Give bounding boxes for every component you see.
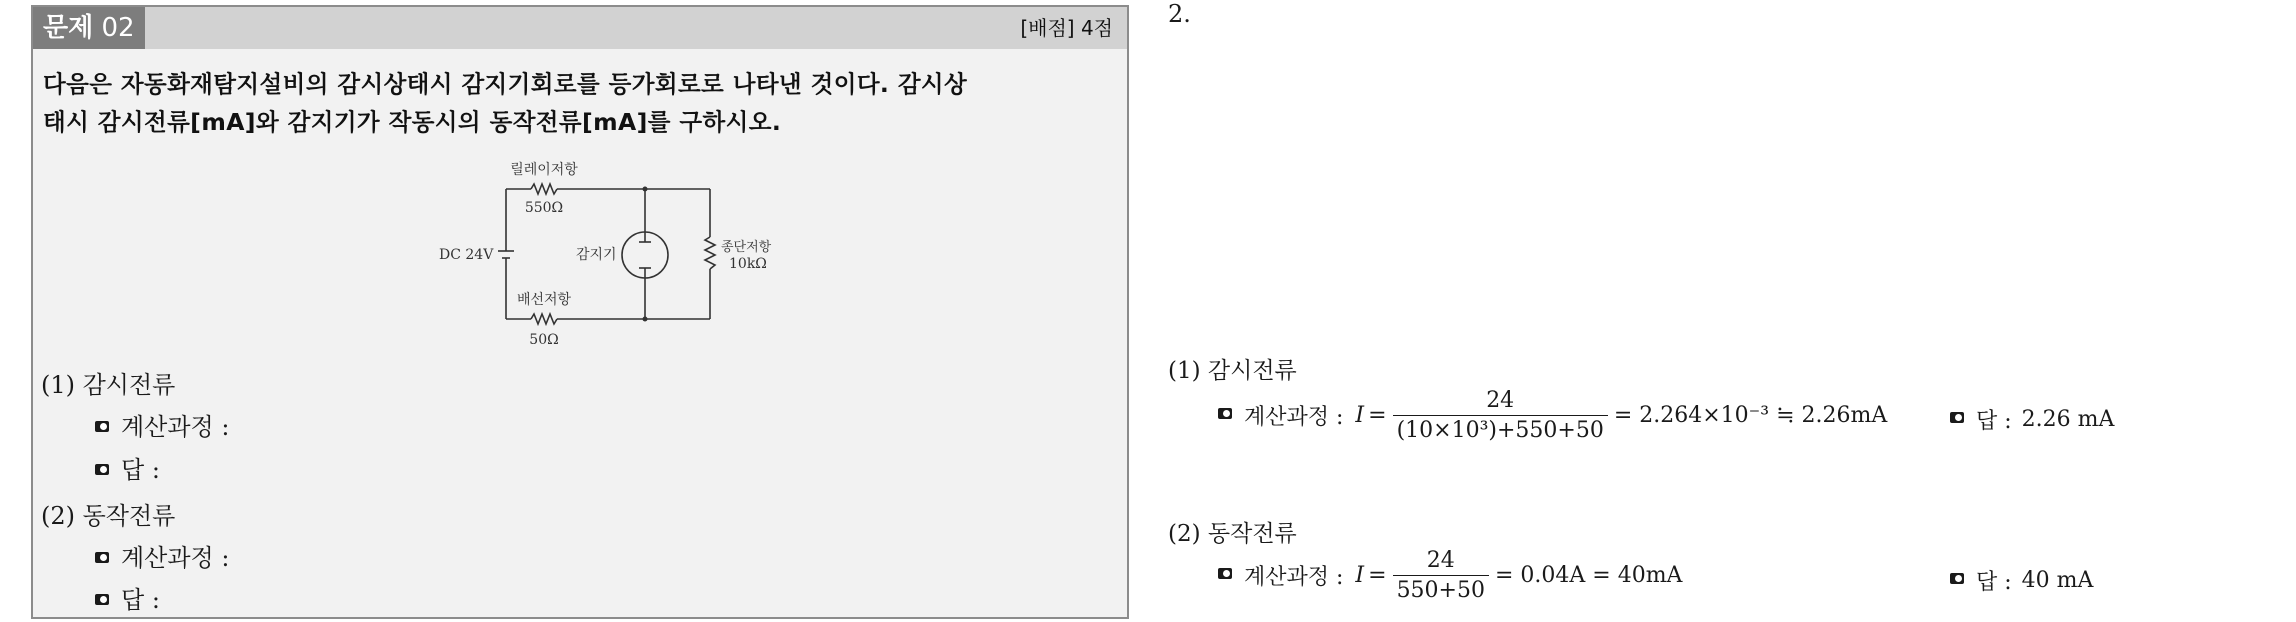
solution-part-1-answer: 답 : 2.26 mA: [1950, 404, 2114, 435]
relay-resistor-value: 550Ω: [524, 200, 564, 216]
line-resistor-value: 50Ω: [529, 332, 559, 348]
calc-result: = 0.04A = 40mA: [1494, 563, 1683, 588]
bullet-icon: [95, 464, 109, 475]
terminal-resistor-label: 종단저항: [721, 240, 772, 255]
solution-part-2-answer: 답 : 40 mA: [1950, 565, 2093, 596]
question-number-badge: [33, 7, 145, 49]
fraction-denominator: (10×10³)+550+50: [1393, 415, 1608, 443]
calc-fraction: [1393, 388, 1608, 443]
question-item-2-answer: 답 :: [95, 580, 160, 615]
calc-label: 계산과정 :: [1244, 405, 1344, 430]
question-item-1-heading: (1) 감시전류: [41, 371, 176, 399]
question-box: [31, 5, 1129, 619]
question-text-line-2: 태시 감시전류[mA]와 감지기가 작동시의 동작전류[mA]를 구하시오.: [43, 108, 782, 136]
bullet-icon: [95, 594, 109, 605]
calc-variable: I: [1355, 403, 1365, 428]
equivalent-circuit-diagram: [383, 147, 783, 359]
question-text: [43, 65, 1123, 141]
bullet-icon: [1950, 573, 1964, 584]
bullet-icon: [95, 552, 109, 563]
calc-result: = 2.264×10⁻³ ≒ 2.26mA: [1613, 403, 1888, 428]
solution-part-1-heading: (1) 감시전류: [1168, 358, 1297, 384]
fraction-numerator: 24: [1426, 548, 1455, 573]
calc-label: 계산과정 :: [1244, 565, 1344, 590]
solution-part-2-heading: (2) 동작전류: [1168, 521, 1297, 547]
relay-resistor-label: 릴레이저항: [510, 162, 578, 178]
answer-value: 40 mA: [2021, 568, 2094, 593]
question-number: 02: [101, 13, 135, 43]
bullet-icon: [1950, 412, 1964, 423]
bullet-icon: [1218, 568, 1232, 579]
answer-value: 2.26 mA: [2021, 407, 2115, 432]
question-header: [33, 7, 1127, 49]
question-points: [배점] 4점: [1020, 16, 1113, 40]
question-item-1-answer: 답 :: [95, 450, 160, 485]
solution-part-2-calc: 계산과정 : I = $\frac{24}{550+50}$ = 0.04A = 40mA: [1218, 548, 1682, 603]
question-text-line-1: 다음은 자동화재탐지설비의 감시상태시 감지기회로를 등가회로로 나타낸 것이다. 감시상: [43, 70, 968, 98]
dc-source-label: DC 24V: [439, 247, 494, 263]
question-number-label: 문제: [43, 13, 94, 43]
fraction-numerator: 24: [1486, 388, 1515, 413]
bullet-icon: [1218, 408, 1232, 419]
solution-number: 2.: [1168, 0, 1191, 28]
calc-variable: I: [1355, 563, 1365, 588]
solution-part-1-calc: 계산과정 : I = $\frac{24}{\text{(10×10³)+550+50}}$ = 2.264×10⁻³ ≒ 2.26mA: [1218, 388, 1887, 443]
bullet-icon: [95, 421, 109, 432]
question-item-2-heading: (2) 동작전류: [41, 502, 176, 530]
calc-fraction: [1393, 548, 1489, 603]
terminal-resistor-value: 10kΩ: [729, 256, 767, 272]
question-item-1-calc: 계산과정 :: [95, 407, 229, 442]
detector-label: 감지기: [576, 247, 617, 263]
question-item-2-calc: 계산과정 :: [95, 538, 229, 573]
fraction-denominator: 550+50: [1393, 575, 1489, 603]
line-resistor-label: 배선저항: [516, 292, 572, 308]
